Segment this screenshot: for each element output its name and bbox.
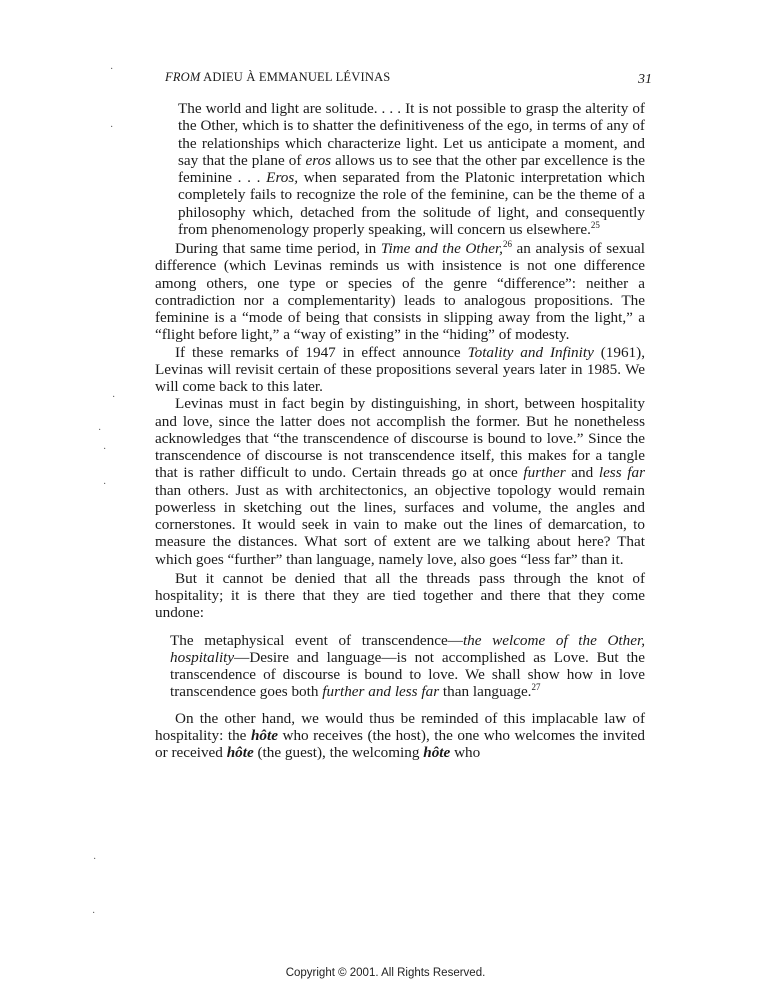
para3-further-italic: further xyxy=(523,464,566,482)
running-head-lead: FROM xyxy=(165,70,201,84)
paragraph-1 xyxy=(155,240,645,344)
scan-mark: · xyxy=(103,479,107,490)
para3-and: and xyxy=(565,464,599,482)
para2-title-italic: Totality and Infinity xyxy=(467,343,594,361)
quote1-text-3: when separated from the Platonic interpretation which completely fails to recognize the role of the feminine, can be the theme of a philosophy which, detached from the solitude of light, and consequently from phenomenology properly speaking, will concern us elsewhere. xyxy=(178,169,646,238)
footnote-ref-27: 27 xyxy=(531,682,541,693)
footnote-ref-25: 25 xyxy=(590,219,600,230)
scan-mark: · xyxy=(110,122,114,133)
paragraph-5 xyxy=(155,710,645,762)
quote1-eros-2: Eros, xyxy=(266,169,299,186)
scan-mark: · xyxy=(93,854,97,865)
scan-mark: · xyxy=(110,64,114,75)
scan-mark: · xyxy=(112,392,116,403)
quote2-text-1: The metaphysical event of transcendence— xyxy=(170,631,463,649)
para1-text-1: During that same time period, in xyxy=(175,240,381,257)
quote2-text-2: —Desire and language—is not accomplished as Love. But the transcendence of discourse is bound to love. We shall show how in love transcendence goes both xyxy=(170,648,645,701)
quote1-eros-1: eros xyxy=(305,151,332,169)
para5-hote-1: hôte xyxy=(250,726,278,744)
quote2-text-3: than language. xyxy=(439,683,532,701)
para5-hote-3: hôte xyxy=(423,744,451,761)
scan-mark: · xyxy=(92,908,96,919)
footnote-ref-26: 26 xyxy=(502,238,512,249)
block-quote-1 xyxy=(178,100,645,238)
body-text xyxy=(155,100,645,761)
para5-text-4: who xyxy=(450,744,481,761)
para3-text-1: Levinas must in fact begin by distinguishing, in short, between hospitality and love, since the latter does not accomplish the former. But he nonetheless acknowledges that “the transcendence of discourse is bound to love.” Since the transcendence of discourse is not transcendence itself, this makes for a tangle that is rather difficult to undo. Certain threads go at once xyxy=(155,395,645,482)
para5-text-2: who receives (the host), the one who welcomes the invited or received xyxy=(155,726,645,761)
para3-text-2: than others. Just as with architectonics, an objective topology would remain powerless in sketching out the lines, surfaces and volume, the angles and cornerstones. It would seek in vain to make out the lines of demarcation, to measure the distances. What sort of extent are we talking about here? That which goes “further” than language, namely love, also goes “less far” than it. xyxy=(155,481,645,568)
para1-text-2: an analysis of sexual difference (which Levinas reminds us with insistence is not one difference among others, one type or species of the genre “difference”: neither a contradiction nor a complementarity) leads to analogous propositions. The feminine is a “mode of being that consists in slipping away from the light,” a “flight before light,” a “way of existing” in the “hiding” of modesty. xyxy=(155,240,645,344)
para5-text-3: (the guest), the welcoming xyxy=(253,744,424,761)
running-head xyxy=(165,70,650,85)
block-quote-2 xyxy=(170,632,645,701)
para2-text-2: (1961), Levinas will revisit certain of these propositions several years later in 1985. We will come back to this later. xyxy=(155,343,645,395)
quote2-italic-2: further and less far xyxy=(322,683,440,701)
quote2-italic-1: the welcome of the Other, hospitality xyxy=(170,631,645,666)
paragraph-3 xyxy=(155,395,645,568)
running-head-title: ADIEU À EMMANUEL LÉVINAS xyxy=(203,70,391,84)
para5-hote-2: hôte xyxy=(226,744,254,761)
para3-lessfar-italic: less far xyxy=(598,464,645,482)
para2-text-1: If these remarks of 1947 in effect announce xyxy=(175,343,468,361)
paragraph-4: But it cannot be denied that all the threads pass through the knot of hospitality; it is there that they are tied together and there that they come undone: xyxy=(155,569,645,622)
scan-mark: · xyxy=(98,425,102,436)
paragraph-2 xyxy=(155,344,645,396)
quote1-text-1: The world and light are solitude. . . . It is not possible to grasp the alterity of the Other, which is to shatter the definitiveness of the ego, in terms of any of the relationships which characterize light. Let us anticipate a moment, and say that the plane of xyxy=(178,100,645,169)
copyright-footer: Copyright © 2001. All Rights Reserved. xyxy=(285,967,486,979)
para1-title-italic: Time and the Other, xyxy=(380,240,503,257)
page-number: 31 xyxy=(638,72,652,87)
para5-text-1: On the other hand, we would thus be reminded of this implacable law of hospitality: the xyxy=(155,709,645,744)
scan-mark: · xyxy=(103,444,107,455)
quote1-text-2: allows us to see that the other par excellence is the feminine . . . xyxy=(178,151,645,186)
